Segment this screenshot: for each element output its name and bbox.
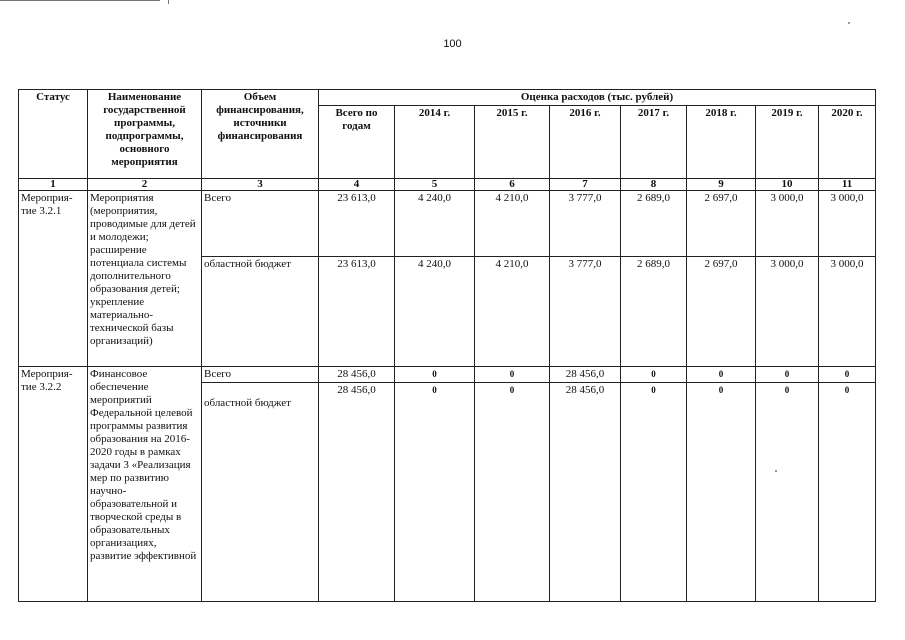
- header-status: Статус: [19, 90, 88, 179]
- header-year: 2018 г.: [687, 106, 756, 179]
- value-total: 23 613,0: [319, 191, 395, 257]
- value-2019: 3 000,0: [756, 191, 819, 257]
- budget-table: [18, 89, 876, 602]
- value-2016: 3 777,0: [550, 257, 621, 367]
- header-year: 2015 г.: [475, 106, 550, 179]
- column-number: 6: [475, 179, 550, 191]
- value-2017: 0: [621, 367, 687, 383]
- column-number: 10: [756, 179, 819, 191]
- header-year: 2020 г.: [819, 106, 876, 179]
- header-year: 2017 г.: [621, 106, 687, 179]
- value-2018: 0: [687, 367, 756, 383]
- row-status: Мероприя-тие 3.2.2: [19, 367, 88, 602]
- scan-speck: [848, 22, 850, 24]
- header-year: 2016 г.: [550, 106, 621, 179]
- column-number: 1: [19, 179, 88, 191]
- scan-edge-tick: [168, 0, 169, 4]
- column-number: 9: [687, 179, 756, 191]
- value-2014: 4 240,0: [395, 191, 475, 257]
- value-2020: 0: [819, 383, 876, 602]
- header-year: 2019 г.: [756, 106, 819, 179]
- column-number: 4: [319, 179, 395, 191]
- row-funding-source: областной бюджет: [202, 257, 319, 367]
- column-number-row: [19, 179, 876, 191]
- value-2018: 2 697,0: [687, 257, 756, 367]
- value-2020: 3 000,0: [819, 257, 876, 367]
- value-2019: 3 000,0: [756, 257, 819, 367]
- row-funding-source: областной бюджет: [202, 383, 319, 602]
- value-total: 28 456,0: [319, 367, 395, 383]
- row-funding-source: Всего: [202, 367, 319, 383]
- value-2017: 2 689,0: [621, 257, 687, 367]
- value-2016: 28 456,0: [550, 383, 621, 602]
- value-2020: 0: [819, 367, 876, 383]
- header-year: 2014 г.: [395, 106, 475, 179]
- value-2015: 0: [475, 383, 550, 602]
- header-program-name: Наименование государственной программы, подпрограммы, основного мероприятия: [88, 90, 202, 179]
- column-number: 2: [88, 179, 202, 191]
- value-2016: 3 777,0: [550, 191, 621, 257]
- page-number: 100: [443, 38, 462, 50]
- row-funding-source: Всего: [202, 191, 319, 257]
- value-2014: 0: [395, 367, 475, 383]
- value-2020: 3 000,0: [819, 191, 876, 257]
- value-2017: 0: [621, 383, 687, 602]
- column-number: 8: [621, 179, 687, 191]
- row-program-name: Финансовое обеспечение мероприятий Федеральной целевой программы развития образования на 2016-2020 годы в рамках задачи 3 «Реализация мер по развитию научно-образовательной и творческой среды в образовательных организациях, развитие эффективной: [88, 367, 202, 602]
- value-2015: 4 210,0: [475, 257, 550, 367]
- value-2019: 0: [756, 367, 819, 383]
- column-number: 3: [202, 179, 319, 191]
- column-number: 5: [395, 179, 475, 191]
- header-expense-estimate: Оценка расходов (тыс. рублей): [319, 90, 876, 106]
- row-program-name: Мероприятия (мероприятия, проводимые для детей и молодежи; расширение потенциала системы дополнительного образования детей; укрепление материально-технической базы организаций): [88, 191, 202, 367]
- value-total: 23 613,0: [319, 257, 395, 367]
- value-total: 28 456,0: [319, 383, 395, 602]
- value-2018: 2 697,0: [687, 191, 756, 257]
- header-total: Всего по годам: [319, 106, 395, 179]
- value-2017: 2 689,0: [621, 191, 687, 257]
- header-funding-source: Объем финансирования, источники финансирования: [202, 90, 319, 179]
- column-number: 11: [819, 179, 876, 191]
- value-2015: 4 210,0: [475, 191, 550, 257]
- scan-edge-line: [0, 0, 160, 1]
- value-2019: 0: [756, 383, 819, 602]
- value-2014: 4 240,0: [395, 257, 475, 367]
- value-2014: 0: [395, 383, 475, 602]
- table-row: [19, 367, 876, 383]
- value-2015: 0: [475, 367, 550, 383]
- row-status: Мероприя-тие 3.2.1: [19, 191, 88, 367]
- column-number: 7: [550, 179, 621, 191]
- table-row: [19, 191, 876, 257]
- value-2016: 28 456,0: [550, 367, 621, 383]
- value-2018: 0: [687, 383, 756, 602]
